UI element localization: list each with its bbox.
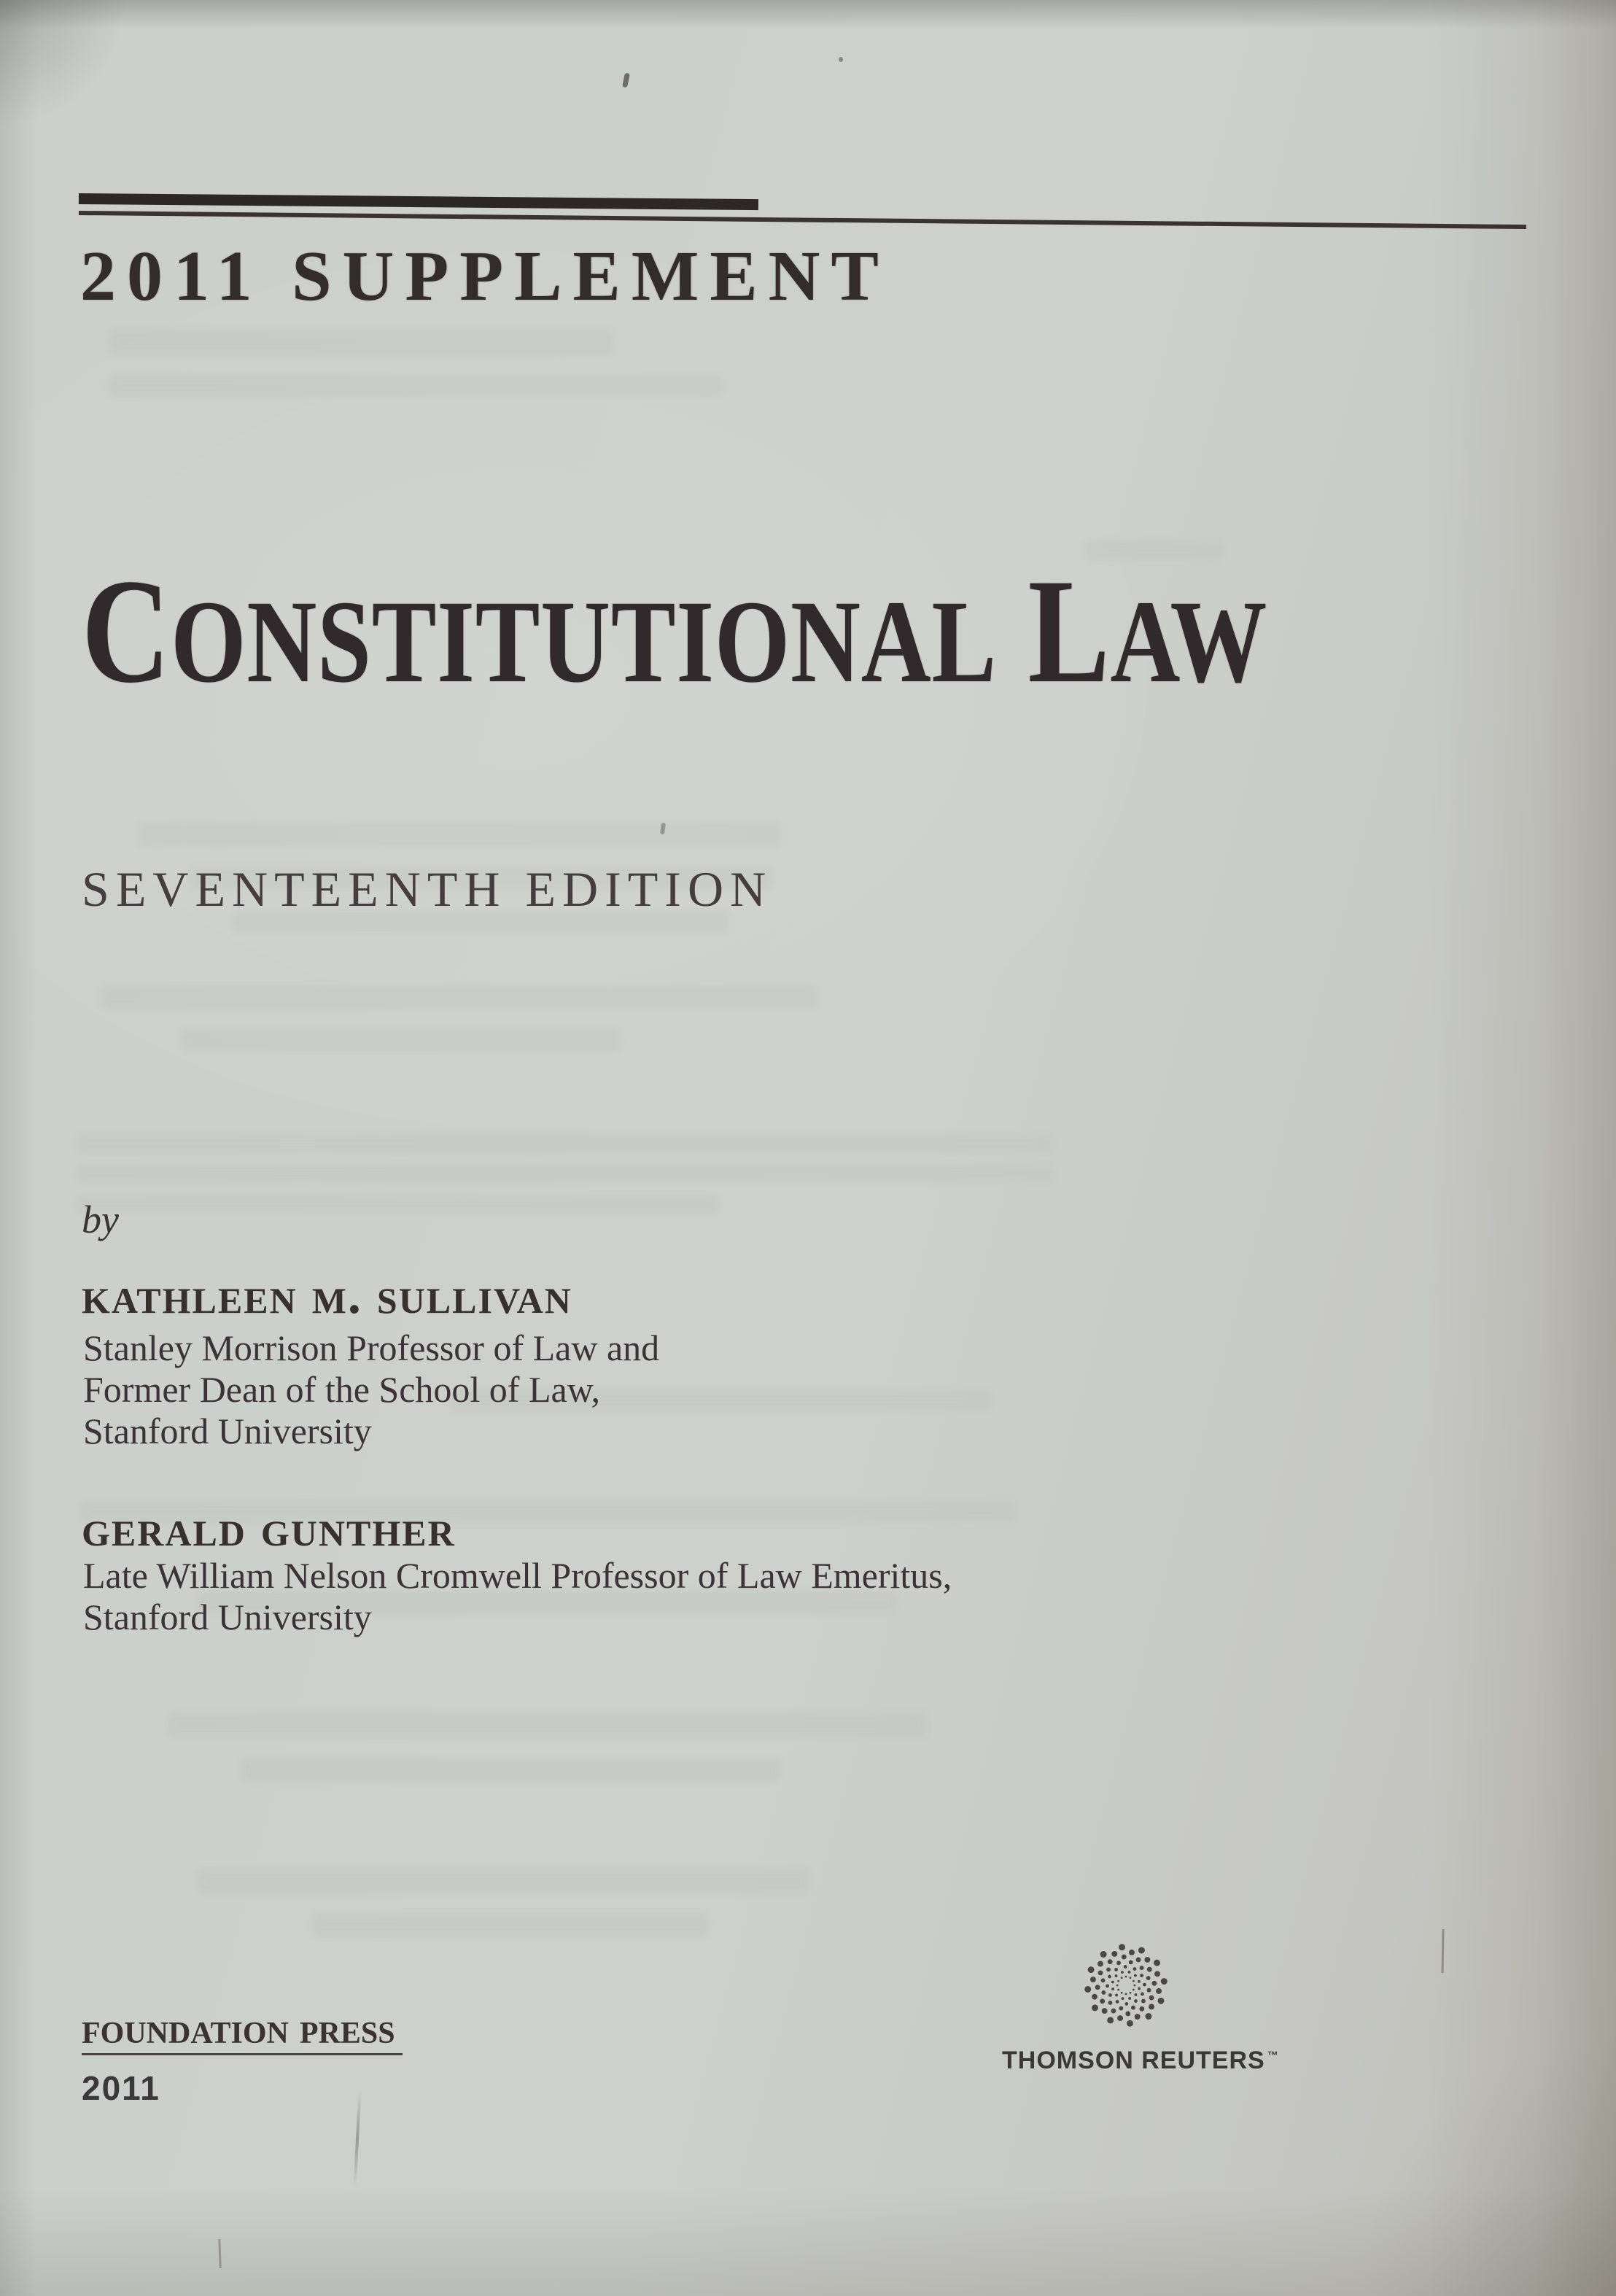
ghost-line	[182, 1030, 620, 1050]
ghost-line	[168, 1713, 926, 1737]
ghost-line	[77, 1135, 1054, 1152]
trademark-symbol: ™	[1267, 2049, 1278, 2062]
author-name: gerald gunther	[82, 1499, 456, 1557]
author-bio-line: Late William Nelson Cromwell Professor of Law Emeritus,	[83, 1555, 952, 1596]
top-thin-rule	[79, 211, 1526, 229]
scan-crease	[1441, 1929, 1444, 1973]
publisher-year: 2011	[82, 2069, 160, 2107]
byline: by	[82, 1198, 119, 1241]
ghost-line	[77, 1196, 718, 1212]
scan-crease	[218, 2239, 221, 2268]
title-word-law-rest: AW	[1110, 577, 1268, 707]
author-bio	[83, 1555, 952, 1638]
author-bio-line: Stanford University	[83, 1597, 372, 1637]
ghost-line	[314, 1914, 707, 1936]
title-word-constitutional-lead: C	[82, 548, 171, 714]
ghost-line	[102, 986, 817, 1008]
title-word-constitutional-rest: ONSTITUTIONAL	[171, 577, 997, 707]
author-bio-line: Former Dean of the School of Law,	[83, 1369, 601, 1410]
ghost-line	[241, 1759, 780, 1781]
book-title	[82, 548, 1268, 714]
author-bio-line: Stanley Morrison Professor of Law and	[83, 1327, 660, 1368]
scan-speck	[839, 57, 843, 62]
publisher-block	[82, 2006, 403, 2055]
title-word-law-lead: L	[1028, 548, 1111, 714]
scan-crease	[354, 2092, 362, 2187]
ghost-line	[139, 823, 780, 846]
ghost-line	[197, 1869, 809, 1893]
author-bio-line: Stanford University	[83, 1411, 372, 1451]
thomson-reuters-kinesis-icon	[1078, 1937, 1174, 2033]
scan-speck	[622, 72, 630, 88]
supplement-banner: 2011 SUPPLEMENT	[80, 237, 890, 316]
publisher-name: foundation press	[82, 2006, 403, 2055]
ghost-line	[109, 376, 722, 396]
top-thick-rule	[79, 193, 758, 210]
thomson-reuters-logo	[1078, 1937, 1174, 2033]
ghost-line	[109, 330, 613, 354]
edition-line: SEVENTEENTH EDITION	[82, 861, 773, 917]
author-bio	[83, 1327, 659, 1452]
ghost-line	[77, 1166, 1054, 1182]
author-name: kathleen m. sullivan	[82, 1266, 572, 1325]
thomson-reuters-wordmark-row	[1002, 2048, 1278, 2073]
thomson-reuters-wordmark: THOMSON REUTERS	[1002, 2047, 1265, 2074]
